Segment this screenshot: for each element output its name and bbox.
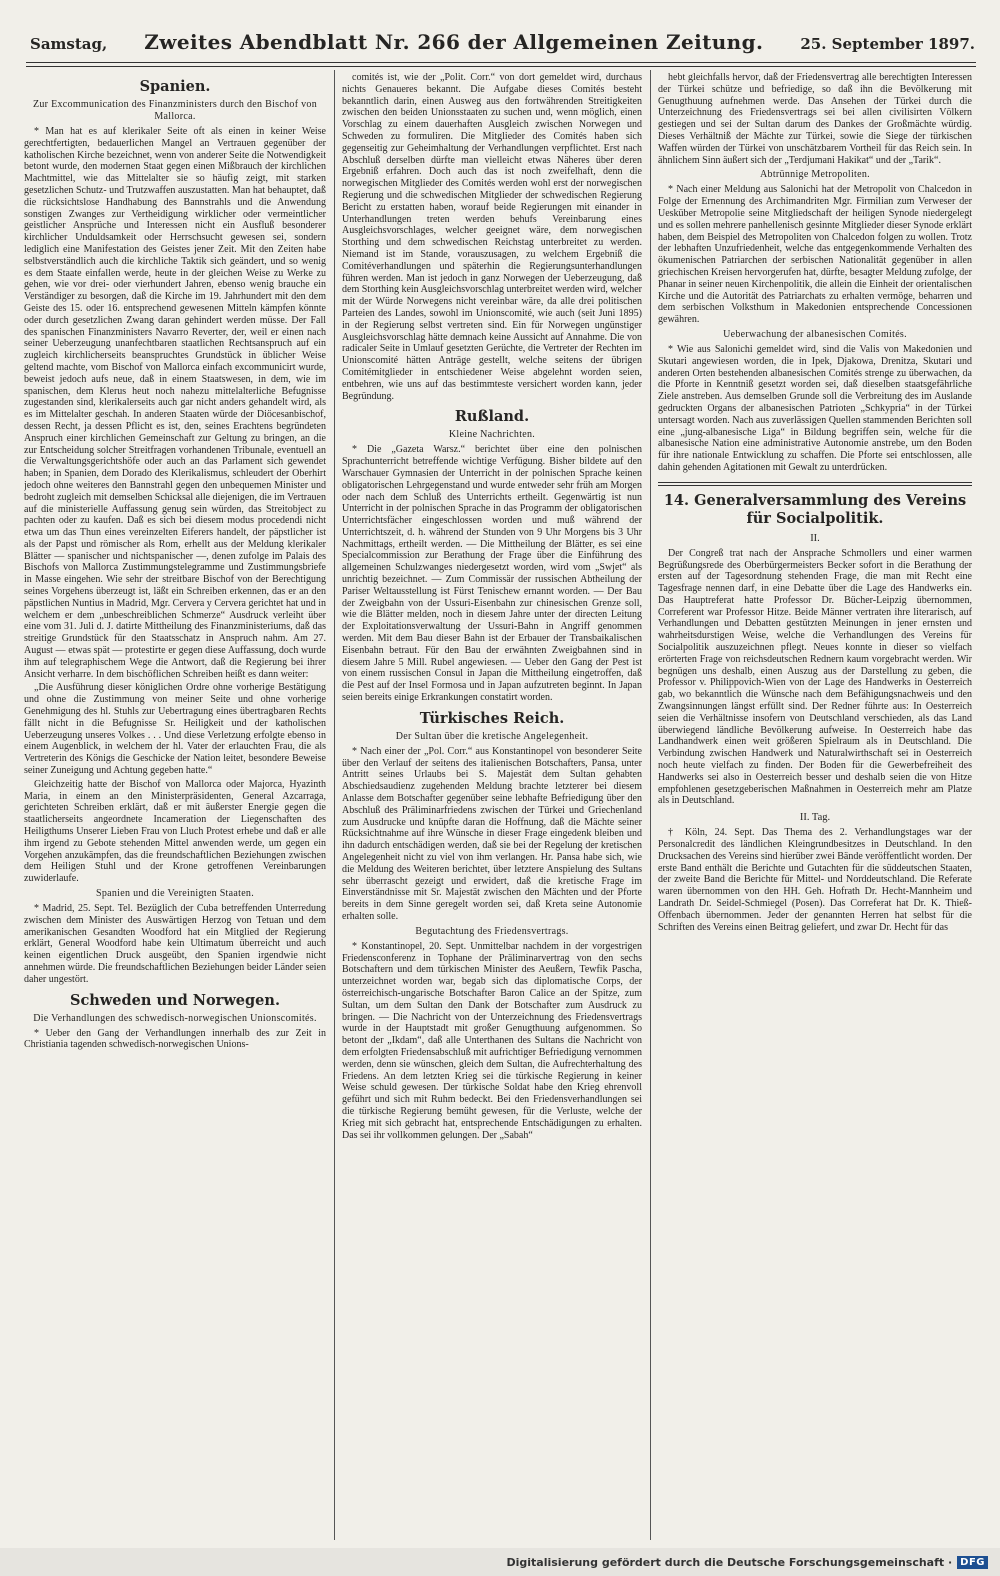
section-subheading: Der Sultan über die kretische Angelegenheit. bbox=[395, 730, 589, 742]
article-paragraph: „Die Ausführung dieser königlichen Ordre ohne vorherige Bestätigung und ohne die Zustimmung von meiner Seite und ohne vorherige Genehmigung des hl. Stuhls zur Uebertragung eines übertragbaren Rechts fällt nicht in die Befugnisse Sr. Heiligkeit und der katholischen Ueberzeugung unseres Volkes . . . Und diese Verletzung erfolgte ebenso in einem Augenblick, in welchem der hl. Vater der erlauchten Frau, die als Vertreterin des Königs die Geschicke der Nation leitet, besondere Beweise seiner Zuneigung und Achtung gegeben hatte.“ bbox=[24, 682, 326, 777]
masthead-date: 25. September 1897. bbox=[800, 35, 975, 53]
masthead-rule bbox=[26, 62, 976, 67]
column-divider bbox=[334, 70, 335, 1540]
section-numeral: II. Tag. bbox=[799, 812, 831, 824]
masthead-title: Zweites Abendblatt Nr. 266 der Allgemeinen Zeitung. bbox=[144, 30, 764, 54]
section-heading: Türkisches Reich. bbox=[419, 709, 565, 727]
article-paragraph: Der Congreß trat nach der Ansprache Schmollers und einer warmen Begrüßungsrede des Oberbürgermeisters Becker sofort in die Berathung der ersten auf der Tagesordnung stehenden Frage, die man mit Recht eine Tagesfrage nennen darf, in eine Debatte über die Lage des Handwerks ein. Das Hauptreferat hatte Professor Dr. Bücher-Leipzig übernommen, Correferent war Professor Hitze. Beide Männer vertraten ihre literarisch, auf Verhandlungen und Debatten gestützten Meinungen in jener ernsten und wahrheitsdurstigen Weise, welche die Verhandlungen des Vereins für Socialpolitik auszuzeichnen pflegt. Neues konnte in dieser so vielfach erörterten Frage von reichsdeutschen Rednern kaum vorgebracht werden. Wir begnügen uns deshalb, einen Auszug aus der Darstellung zu geben, die Professor v. Philippovich-Wien von der Lage des Handwerks in Oesterreich gab, wo bekanntlich die Wünsche nach dem Befähigungsnachweis und den Zwangsinnungen längst erfüllt sind. Der Redner führte aus: In Oesterreich seien die Verhältnisse insofern von Deutschland verschieden, als das Land überwiegend ländliche Bevölkerung aufweise. In Oesterreich habe das Landhandwerk einen weit größeren Spielraum als in Deutschland. Die Verbindung zwischen Handwerk und Naturalwirthschaft sei in Oesterreich noch heute vielfach zu finden. Der Boden für die Gewerbefreiheit des Handwerks sei also in Oesterreich besser und deshalb seien die von Hitze empfohlenen gesetzgeberischen Maßnahmen in Oesterreich mehr am Platze als in Deutschland. bbox=[658, 547, 972, 807]
footer-credit: Digitalisierung gefördert durch die Deutsche Forschungsgemeinschaft · bbox=[506, 1555, 953, 1569]
article-paragraph: * Madrid, 25. Sept. Tel. Bezüglich der Cuba betreffenden Unterredung zwischen dem Minister des Auswärtigen Herzog von Tetuan und dem amerikanischen Gesandten Woodford hat ein Mitglied der Regierung erklärt, General Woodford habe kein Ultimatum überreicht und auch keinen eigentlichen Druck ausgeübt, den Spanien irgendwie nicht annehmen würde. Die freundschaftlichen Beziehungen beider Länder seien daher ungestört. bbox=[24, 903, 326, 985]
column-3 bbox=[658, 72, 972, 1538]
section-subheading: Ueberwachung der albanesischen Comités. bbox=[723, 328, 907, 340]
article-paragraph: * Ueber den Gang der Verhandlungen innerhalb des zur Zeit in Christiania tagenden schwedisch-norwegischen Unions- bbox=[24, 1027, 326, 1051]
article-paragraph: * Nach einer der „Pol. Corr.“ aus Konstantinopel von besonderer Seite über den Verlauf der seitens des italienischen Botschafters, Pansa, unter Antritt seines Urlaubs bei S. Majestät dem Sultan gehabten Abschiedsaudienz zugehenden Meldung brachte letzterer bei diesem Anlasse dem Botschafter gegenüber seine lebhafte Befriedigung über den Abschluß des Präliminarfriedens zwischen der Türkei und Griechenland zum Ausdrucke und knüpfte daran die Hoffnung, daß die Mächte seiner Rücksichtnahme auf ihre Wünsche in dieser Frage eingedenk bleiben und ihn dadurch entschädigen werden, daß sie bei der Regelung der kretischen Angelegenheit nicht zu viel von ihm verlangen. Hr. Pansa habe sich, wie die Meldung des Weiteren berichtet, über letztere Anspielung des Sultans sehr überrascht gezeigt und erwidert, daß die kretische Frage im Einverständnisse mit Sr. Majestät zwischen den Mächten und der Pforte bereits in dem Sinne geregelt worden sei, daß Kreta seine Autonomie erhalten solle. bbox=[342, 745, 642, 922]
masthead bbox=[30, 30, 975, 60]
section-numeral: II. bbox=[810, 532, 820, 544]
section-subheading: Spanien und die Vereinigten Staaten. bbox=[95, 888, 255, 899]
digitization-footer bbox=[0, 1548, 1000, 1576]
article-paragraph: comités ist, wie der „Polit. Corr.“ von dort gemeldet wird, durchaus nichts Genaueres bekannt. Die Aufgabe dieses Comités besteht bekanntlich darin, einen Ausweg aus den fortwährenden Streitigkeiten zwischen den beiden Unionsstaaten zu suchen und, wenn möglich, einen Vorschlag zu einem dauerhaften Ausgleich zwischen Norwegen und Schweden zu formuliren. Die Mitglieder des Comités haben sich gegenseitig zur Geheimhaltung der Verhandlungen verpflichtet. Erst nach Abschluß derselben dürfte man vielleicht etwas Näheres über deren Ergebniß erfahren. Doch auch das ist noch zweifelhaft, denn die norwegischen Mitglieder des Comités werden wohl erst der norwegischen Regierung und die schwedischen Mitglieder der schwedischen Regierung Bericht zu erstatten haben, worauf beide Regierungen mit einander in Unterhandlungen treten werden behufs Vereinbarung eines Ausgleichsvorschlages, welcher geeignet wäre, dem norwegischen Storthing und dem schwedischen Reichstag unterbreitet zu werden. Niemand ist im Stande, vorauszusagen, zu welchem Ergebniß die Comitéverhandlungen und späterhin die Regierungsunterhandlungen führen werden. Man ist jedoch in ganz Norwegen der Ueberzeugung, daß dem Storthing kein Ausgleichsvorschlag unterbreitet werden wird, welcher mit der Würde Norwegens nicht vereinbar wäre, da alle drei politischen Parteien des Landes, sowohl im Unionscomité, wie auch (seit Juni 1895) in der Regierung selbst vertreten sind. Ein für Norwegen ungünstiger Ausgleichsvorschlag hätte demnach keine Aussicht auf Annahme. Die von radicaler Seite in Umlauf gesetzten Gerüchte, die Vertreter der Rechten im Unionscomité hätten Anträge gestellt, welche seitens der übrigen Comitémitglieder in entschiedener Weise abgelehnt worden seien, entbehren, wie uns auf das bestimmteste versichert worden kann, jeder Begründung. bbox=[342, 72, 642, 402]
article-paragraph: * Man hat es auf klerikaler Seite oft als einen in keiner Weise gerechtfertigten, bedauerlichen Mangel an Vertrauen gegenüber der katholischen Kirche bezeichnet, wenn von anderer Seite die Notwendigkeit betont wurde, den modernen Staat gegen einen Mißbrauch der kirchlichen Machtmittel, wie das Mittelalter sie so häufig zeigt, mit starken gesetzlichen Schutz- und Trutzwaffen auszustatten. Man hat behauptet, daß die rücksichtslose Handhabung des Bannstrahls und die Anwendung sonstigen Zwanges zur Vertheidigung wirklicher oder vermeintlicher geistlicher Ansprüche und Interessen nicht ein Ausfluß besonderer kirchlicher Unduldsamkeit oder Herrschsucht gewesen sei, sondern lediglich eine Manifestation des Geistes jener Zeit. Mit den Zeiten habe selbstverständlich auch die kirchliche Taktik sich geändert, und so wenig es dem Staate einfallen werde, heute in der gleichen Weise zu Werke zu gehen, wie vor drei- oder vierhundert Jahren, ebenso wenig brauche ein Verständiger zu besorgen, daß die Kirche im 19. Jahrhundert mit den dem Geiste des 15. oder 16. entsprechend gewesenen Mitteln kämpfen könnte oder durch gesetzlichen Zwang daran gehindert werden müsse. Der Fall des spanischen Finanzministers Navarro Reverter, der, weil er einen nach seiner Ueberzeugung unanfechtbaren staatlichen Rechtsanspruch auf ein zugleich kirchlicherseits beanspruchtes Grundstück in üblicher Weise geltend machte, vom Bischof von Mallorca einfach excommunicirt wurde, beweist jedoch aufs neue, daß in einem Staatswesen, in dem, wie im spanischen, dem Klerus heut noch nahezu mittelalterliche Befugnisse zugestanden sind, klerikalerseits auch gar nicht anders gehandelt wird, als es im Mittelalter geschah. In anderen Staaten würde der Diöcesanbischof, dessen Recht, ja dessen Pflicht es ist, den, seines Erachtens begründeten Anspruch einer kirchlichen Gemeinschaft zur Geltung zu bringen, an die zur Entscheidung solcher Streitfragen vorhandenen Tribunale, eventuell an die Verwaltungsgerichtshöfe oder auch an das Parlament sich gewendet haben; in Spanien, dem Dorado des Klerikalismus, schleudert der Oberhirt jedoch ohne weiteres den Bannstrahl gegen den unbequemen Minister und bedroht zugleich mit demselben Schicksal alle diejenigen, die im Vertrauen auf die ministerielle Auffassung genug sein würden, das Streitobject zu pachten oder zu kaufen. Daß es sich bei diesem modus procedendi nicht etwa um das Thun eines vereinzelten Eiferers handelt, der päpstlicher ist als der Papst und römischer als Rom, erhellt aus der Meldung klerikaler Blätter — spanischer und nichtspanischer —, denen zufolge im Palais des Bischofs von Mallorca Zustimmungstelegramme und Zustimmungsbriefe in Masse eingehen. Wie sehr der streitbare Bischof von der Berechtigung seines Vorgehens überzeugt ist, läßt ein Schreiben erkennen, das er an den päpstlichen Nuntius in Madrid, Mgr. Cervera y Cervera gerichtet hat und in welchem er dem „unbeschreiblichen Schmerze“ Ausdruck verleiht über eine vom 31. Juli d. J. datirte Mittheilung des Finanzministeriums, daß das streitige Grundstück für den Staatsschatz in Anspruch nahm. Am 27. August — etwas spät — protestirte er gegen diese Auffassung, doch wurde ihm auf telegraphischem Wege die Antwort, daß die Regierung bei ihrer Ansicht verharre. In dem bischöflichen Schreiben heißt es dann weiter: bbox=[24, 126, 326, 680]
section-heading: Rußland. bbox=[454, 408, 530, 426]
article-paragraph: Gleichzeitig hatte der Bischof von Mallorca oder Majorca, Hyazinth Maria, in einem an den Ministerpräsidenten, General Azcarraga, gerichteten Schreiben erklärt, daß er mit äußerster Energie gegen die staatlicherseits angeordnete Incameration der Liegenschaften des Heiligthums Unserer Lieben Frau von Lluch Protest erhebe und daß er alle ihm irgend zu Gebote stehenden Mittel anwenden werde, um gegen ein Vorgehen anzukämpfen, das die freundschaftlichen Beziehungen zwischen dem Heiligen Stuhl und der Krone getroffenen Vereinbarungen zuwiderlaufe. bbox=[24, 778, 326, 885]
article-paragraph: * Konstantinopel, 20. Sept. Unmittelbar nachdem in der vorgestrigen Friedensconferenz in Tophane der Präliminarvertrag von den sechs Botschaftern und dem türkischen Minister des Aeußern, Tewfik Pascha, unterzeichnet worden war, begab sich das diplomatische Corps, der österreichisch-ungarische Botschafter Baron Calice an der Spitze, zum Sultan, um dem Sultan den Dank der Botschafter zum Ausdruck zu bringen. — Die Nachricht von der Unterzeichnung des Friedensvertrags wurde in der Hauptstadt mit großer Genugthuung aufgenommen. So betont der „Ikdam“, daß alle Unterthanen des Sultans die Nachricht von dem erfolgten Friedensabschluß mit aufrichtiger Befriedigung vernommen werden, denn sie wünschen, gleich dem Sultan, die Aufrechterhaltung des Friedens. An dem letzten Krieg sei die türkische Regierung in keiner Weise schuld gewesen. Der türkische Soldat habe den Krieg ehrenvoll geführt und sich mit Ruhm bedeckt. Bei den Friedensverhandlungen sei die türkische Regierung bemüht gewesen, für die Verluste, welche der Krieg mit sich gebracht hat, entsprechende Entschädigungen zu erhalten. Das sei ihr vollkommen gelungen. Der „Sabah“ bbox=[342, 940, 642, 1141]
section-subheading: Abtrünnige Metropoliten. bbox=[760, 169, 870, 181]
masthead-day: Samstag, bbox=[30, 35, 108, 53]
article-paragraph: * Nach einer Meldung aus Salonichi hat der Metropolit von Chalcedon in Folge der Ernennung des Archimandriten Mgr. Firmilian zum Verweser der Uesküber Metropolie seine Mitgliedschaft der heiligen Synode niedergelegt und es sollen mehrere panhellenisch gesinnte Mitglieder dieser Synode erklärt haben, dem Beispiel des Metropoliten von Chalcedon folgen zu wollen. Trotz der lebhaften Unzufriedenheit, welche das entgegenkommende Verhalten des ökumenischen Patriarchen der serbischen Nationalität gegenüber in allen griechischen Kreisen hervorgerufen hat, dürfte, besagter Meldung zufolge, der Phanar in seiner neuen Kirchenpolitik, die allein die Einheit der orientalischen Kirche und die Autorität des Patriarchats zu erhalten vermöge, beharren und dem serbischen Volksthum in Makedonien entsprechende Concessionen gewähren. bbox=[658, 184, 972, 326]
section-heading: Spanien. bbox=[139, 78, 211, 95]
section-subheading: Begutachtung des Friedensvertrags. bbox=[415, 925, 569, 937]
column-2 bbox=[342, 72, 642, 1538]
article-paragraph: † Köln, 24. Sept. Das Thema des 2. Verhandlungstages war der Personalcredit des ländlichen Kleingrundbesitzes in Deutschland. In den Drucksachen des Vereins sind hierüber zwei Bände veröffentlicht worden. Der erste Band enthält die Berichte und Gutachten für die süddeutschen Staaten, der zweite Band die Berichte für Mittel- und Norddeutschland. Die Referate waren übernommen von den HH. Geh. Hofrath Dr. Hecht-Mannheim und Landrath Dr. Seidel-Schmiegel (Posen). Das Correferat hat Dr. K. Thieß-Offenbach übernommen. Jeder der genannten Herren hat selbst für die Schriften des Vereins einen Beitrag geliefert, und zwar Dr. Hecht für das bbox=[658, 827, 972, 933]
section-rule bbox=[658, 482, 972, 486]
column-1 bbox=[24, 72, 326, 1538]
column-divider bbox=[650, 70, 651, 1540]
dfg-logo-icon: DFG bbox=[957, 1556, 988, 1569]
section-heading: 14. Generalversammlung des Vereins für Socialpolitik. bbox=[663, 491, 967, 527]
article-paragraph: hebt gleichfalls hervor, daß der Friedensvertrag alle berechtigten Interessen der Türkei schütze und befriedige, so daß ihn die Bevölkerung mit Genugthuung aufnehmen werde. Das Ansehen der Türkei durch die Unterzeichnung des Friedensvertrags sei bei allen civilisirten Völkern gestiegen und sei der Sultan darum des Dankes der Großmächte würdig. Dieses Verhältniß der Mächte zur Türkei, sowie die Siege der türkischen Waffen würden der Türkei von unschätzbarem Vortheil für das Reich sein. In ähnlichem Sinn äußert sich der „Terdjumani Hakikat“ und der „Tarik“. bbox=[658, 72, 972, 166]
article-paragraph: * Die „Gazeta Warsz.“ berichtet über eine den polnischen Sprachunterricht betreffende wichtige Verfügung. Bisher bildete auf den Warschauer Gymnasien der Unterricht in der polnischen Sprache keinen obligatorischen Lehrgegenstand und wurde entweder sehr früh am Morgen oder nach dem Schluß des Unterrichts ertheilt. Gegenwärtig ist nun Unterricht in der polnischen Sprache in das Programm der obligatorischen Unterrichtsfächer eingeschlossen worden und muß während der Unterrichtszeit, d. h. während der Stunden von 9 Uhr Morgens bis 3 Uhr Nachmittags, ertheilt werden. — Die Mittheilung der Blätter, es sei eine Specialcommission zur Berathung der Frage über die Einführung des allgemeinen Schulzwanges niedergesetzt worden, wird vom „Swjet“ als unrichtig bezeichnet. — Zum Commissär der russischen Abtheilung der Pariser Weltausstellung ist Fürst Tenischew ernannt worden. — Der Bau der Zweigbahn von der Ussuri-Eisenbahn zur chinesischen Grenze soll, wie die Blätter melden, noch in diesem Jahre unter der directen Leitung der Exploitationsverwaltung der Ussuri-Bahn in Angriff genommen werden. Mit dem Bau dieser Bahn ist der Erbauer der Transbaikalischen Eisenbahn betraut. Für den Bau der erwähnten Zweigbahnen sind in diesem Jahre 5 Mill. Rubel angewiesen. — Ueber den Gang der Pest ist von einem russischen Consul in Japan die Mittheilung eingetroffen, daß die Pest auf der Insel Formosa und in Japan aufzutreten beginnt. In Japan seien bereits einige Erkrankungen constatirt worden. bbox=[342, 444, 642, 704]
section-heading: Schweden und Norwegen. bbox=[69, 991, 280, 1009]
section-subheading: Kleine Nachrichten. bbox=[448, 429, 536, 441]
article-paragraph: * Wie aus Salonichi gemeldet wird, sind die Valis von Makedonien und Skutari angewiesen worden, die in Ipek, Djakowa, Drenitza, Skutari und anderen Orten bestehenden albanesischen Comités strenge zu überwachen, da die Pforte in Kenntniß gesetzt worden sei, daß dieselben staatsgefährliche Ziele anstreben. Aus demselben Grunde soll die Verbreitung des im Auslande gedruckten Organs der albanesischen Patrioten „Schkypria“ in der Türkei untersagt worden. Nach aus zuverlässigen Quellen stammenden Berichten soll eine „jung-albanesische Liga“ in Bildung begriffen sein, welche für die albanesische Nation eine administrative Autonomie anstrebe, um den Boden für ihre nationale Entwicklung zu schaffen. Die Pforte sei entschlossen, alle dahin gehenden Agitationen mit Gewalt zu unterdrücken. bbox=[658, 343, 972, 473]
section-subheading: Zur Excommunication des Finanzministers durch den Bischof von Mallorca. bbox=[32, 99, 318, 122]
section-subheading: Die Verhandlungen des schwedisch-norwegischen Unionscomités. bbox=[33, 1012, 317, 1024]
